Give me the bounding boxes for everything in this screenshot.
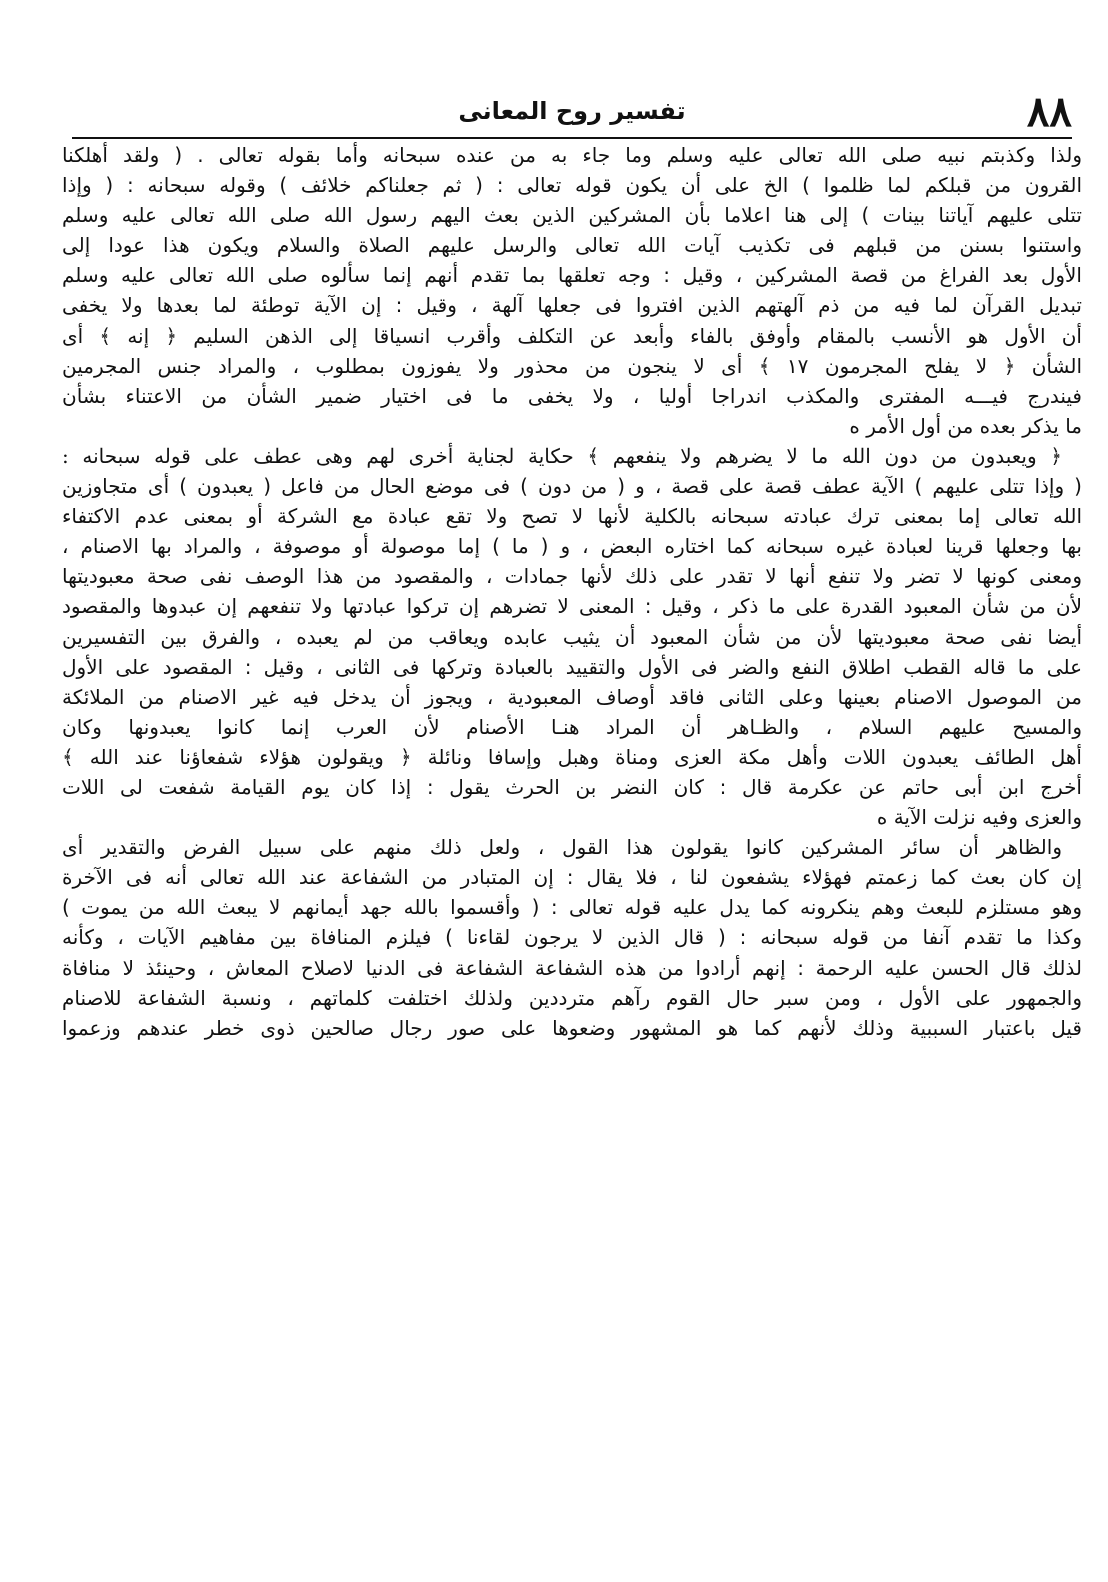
text-line: بها وجعلها قرينا لعبادة غيره سبحانه كما اختاره البعض ، و ( ما ) إما موصولة أو موصوفة ، والمراد بها الاصنام ،	[62, 534, 1082, 559]
body-text	[62, 140, 1082, 1043]
paragraph-3	[62, 832, 1082, 1043]
paragraph-1	[62, 140, 1082, 441]
text-line: والجمهور على الأول ، ومن سبر حال القوم رآهم مترددين ولذلك اختلفت كلماتهم ، ونسبة الشفاعة للاصنام	[62, 985, 1082, 1010]
running-title: تفسير روح المعانى	[458, 97, 686, 125]
text-line: أخرج ابن أبى حاتم عن عكرمة قال : كان النضر بن الحرث يقول : إذا كان يوم القيامة شفعت لى اللات	[62, 774, 1082, 799]
page-number: ٨٨	[1026, 87, 1072, 136]
text-line: الأول بعد الفراغ من قصة المشركين ، وقيل : وجه تعلقها بما تقدم أنهم إنما سألوه صلى الله تعالى عليه وسلم	[62, 263, 1082, 288]
text-line: تتلى عليهم آياتنا بينات ) إلى هنا اعلاما بأن المشركين الذين بعث اليهم رسول الله صلى الله تعالى عليه وسلم	[62, 203, 1082, 228]
text-line: لذلك قال الحسن عليه الرحمة : إنهم أرادوا من هذه الشفاعة الشفاعة فى الدنيا لاصلاح المعاش ، وحينئذ لا منافاة	[62, 955, 1082, 980]
paragraph-2	[62, 441, 1082, 832]
text-line: القرون من قبلكم لما ظلموا ) الخ على أن يكون قوله تعالى : ( ثم جعلناكم خلائف ) وقوله سبحانه : ( وإذا	[62, 173, 1082, 198]
text-line: ﴿ ويعبدون من دون الله ما لا يضرهم ولا ينفعهم ﴾ حكاية لجناية أخرى لهم وهى عطف على قوله سبحانه :	[62, 443, 1062, 468]
text-line: واستنوا بسنن من قبلهم فى تكذيب آيات الله تعالى والرسل عليهم الصلاة والسلام ويكون هذا عودا إلى	[62, 233, 1082, 258]
text-line: ولذا وكذبتم نبيه صلى الله تعالى عليه وسلم وما جاء به من عنده سبحانه وأما بقوله تعالى . ( ولقد أهلكنا	[62, 143, 1082, 167]
text-line: على ما قاله القطب اطلاق النفع والضر فى الأول والتقييد بالعبادة وتركها فى الثانى ، وقيل : المقصود على الأول	[62, 654, 1082, 679]
text-line: ومعنى كونها لا تضر ولا تنفع أنها لا تقدر على ذلك لأنها جمادات ، والمقصود من هذا الوصف نفى صحة معبوديتها	[62, 564, 1082, 589]
text-line: والظاهر أن سائر المشركين كانوا يقولون هذا القول ، ولعل ذلك منهم على سبيل الفرض والتقدير أى	[62, 835, 1062, 860]
text-line: الشأن ﴿ لا يفلح المجرمون ١٧ ﴾ أى لا ينجون من محذور ولا يفوزون بمطلوب ، والمراد جنس المجرمين	[62, 353, 1082, 378]
text-line: الله تعالى إما بمعنى ترك عبادته سبحانه بالكلية لأنها لا تصح ولا تقع عبادة مع الشركة أو بمعنى عدم الاكتفاء	[62, 504, 1082, 529]
text-line: أيضا نفى صحة معبوديتها لأن من شأن المعبود أن يثيب عابده ويعاقب من لم يعبده ، والفرق بين التفسيرين	[62, 624, 1082, 649]
text-line: ما يذكر بعده من أول الأمر ه	[849, 413, 1082, 438]
page-header	[72, 87, 1072, 136]
text-line: والمسيح عليهم السلام ، والظـاهر أن المراد هنـا الأصنام لأن العرب إنما كانوا يعبدونها وكان	[62, 714, 1082, 739]
text-line: وكذا ما تقدم آنفا من قوله سبحانه : ( قال الذين لا يرجون لقاءنا ) فيلزم المنافاة بين مفاهيم الآيات ، وكأنه	[62, 925, 1082, 950]
text-line: إن كان بعث كما زعمتم فهؤلاء يشفعون لنا ، فلا يقال : إن المتبادر من الشفاعة عند الله تعالى أنه فى الآخرة	[62, 865, 1082, 890]
text-line: والعزى وفيه نزلت الآية ه	[876, 805, 1082, 830]
text-line: ( وإذا تتلى عليهم ) الآية عطف قصة على قصة ، و ( من دون ) فى موضع الحال من فاعل ( يعبدون ) أى متجاوزين	[62, 474, 1082, 499]
text-line: من الموصول الاصنام بعينها وعلى الثانى فاقد أوصاف المعبودية ، ويجوز أن يدخل فيه غير الاصنام من الملائكة	[62, 684, 1082, 709]
text-line: لأن من شأن المعبود القدرة على ما ذكر ، وقيل : المعنى لا تضرهم إن تركوا عبادتها ولا تنفعهم إن عبدوها والمقصود	[62, 594, 1082, 619]
text-line: قيل باعتبار السببية وذلك لأنهم كما هو المشهور وضعوها على صور رجال صالحين ذوى خطر عندهم وزعموا	[62, 1015, 1082, 1040]
text-line: وهو مستلزم للبعث وهم ينكرونه كما يدل عليه قوله تعالى : ( وأقسموا بالله جهد أيمانهم لا يبعث الله من يموت )	[62, 895, 1082, 920]
text-line: فيندرج فيـــه المفترى والمكذب اندراجا أوليا ، ولا يخفى ما فى اختيار ضمير الشأن من الاعتناء بشأن	[62, 383, 1082, 408]
text-line: أهل الطائف يعبدون اللات وأهل مكة العزى ومناة وهبل وإسافا ونائلة ﴿ ويقولون هؤلاء شفعاؤنا عند الله ﴾	[62, 744, 1082, 769]
header-divider	[72, 137, 1072, 139]
text-line: أن الأول هو الأنسب بالمقام وأوفق بالفاء وأبعد عن التكلف وأقرب انسياقا إلى الذهن السليم ﴿ إنه ﴾ أى	[62, 323, 1082, 348]
text-line: تبديل القرآن لما فيه من ذم آلهتهم الذين افتروا فى جعلها آلهة ، وقيل : إن الآية توطئة لما بعدها ولا يخفى	[62, 293, 1082, 318]
